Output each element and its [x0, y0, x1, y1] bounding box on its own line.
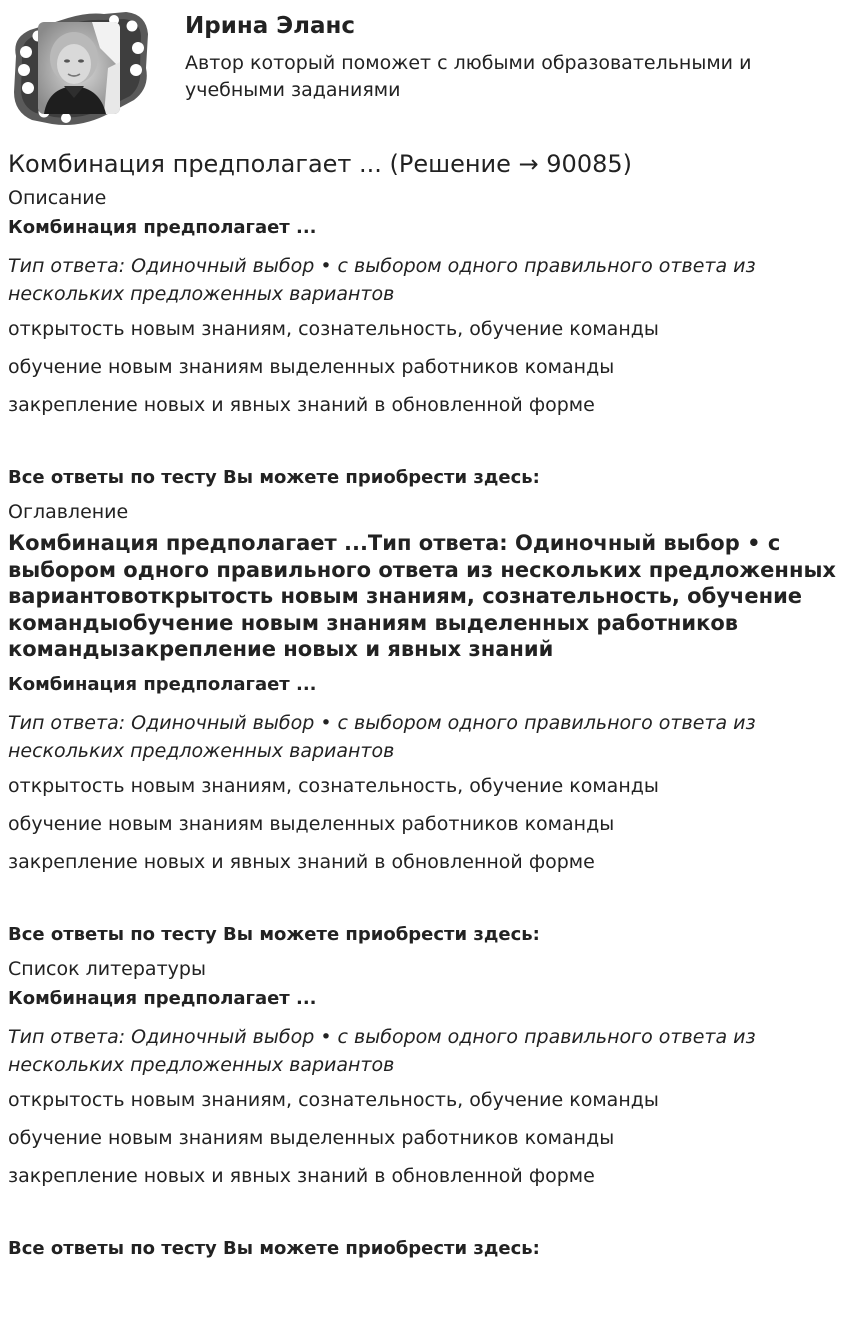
description-section [8, 186, 838, 490]
question-title: Комбинация предполагает ... [8, 673, 317, 695]
answer-option: открытость новым знаниям, сознательность, обучение команды [8, 318, 659, 340]
film-frame-avatar-image [8, 8, 150, 128]
section-label-description: Описание [8, 187, 107, 209]
section-label-literature: Список литературы [8, 957, 206, 980]
answer-option: открытость новым знаниям, сознательность, обучение команды [8, 1088, 659, 1111]
answer-option: обучение новым знаниям выделенных работников команды [8, 812, 615, 835]
literature-section [8, 957, 838, 1261]
answer-type: Тип ответа: Одиночный выбор • с выбором одного правильного ответа из нескольких предложенных вариантов [8, 1025, 756, 1076]
answer-option: обучение новым знаниям выделенных работников команды [8, 356, 615, 378]
question-title: Комбинация предполагает ... [8, 217, 317, 238]
buy-answers-text: Все ответы по тесту Вы можете приобрести здесь: [8, 467, 540, 488]
toc-heading: Комбинация предполагает ...Тип ответа: Одиночный выбор • с выбором одного правильного ответа из нескольких предложенных вариантовоткрытость новым знаниям, сознательность, обучение командыобучение новым знаниям выделенных работников командызакрепление новых и явных знаний [8, 531, 836, 661]
author-name: Ирина Эланс [185, 13, 356, 39]
author-description: Автор который поможет с любыми образовательными и учебными заданиями [185, 52, 752, 101]
answer-option: открытость новым знаниям, сознательность, обучение команды [8, 774, 659, 797]
answer-option: обучение новым знаниям выделенных работников команды [8, 1126, 615, 1149]
main-content [8, 148, 838, 1271]
buy-answers-text: Все ответы по тесту Вы можете приобрести здесь: [8, 923, 540, 945]
answer-option: закрепление новых и явных знаний в обновленной форме [8, 1164, 595, 1187]
page-title: Комбинация предполагает ... (Решение → 90085) [8, 150, 632, 178]
answer-type: Тип ответа: Одиночный выбор • с выбором одного правильного ответа из нескольких предложенных вариантов [8, 255, 756, 305]
question-title: Комбинация предполагает ... [8, 987, 317, 1009]
author-block [8, 8, 838, 128]
buy-answers-text: Все ответы по тесту Вы можете приобрести здесь: [8, 1237, 540, 1259]
answer-option: закрепление новых и явных знаний в обновленной форме [8, 394, 595, 416]
author-avatar [8, 8, 150, 128]
section-label-toc: Оглавление [8, 501, 129, 523]
answer-type: Тип ответа: Одиночный выбор • с выбором одного правильного ответа из нескольких предложенных вариантов [8, 711, 756, 762]
answer-option: закрепление новых и явных знаний в обновленной форме [8, 850, 595, 873]
toc-section [8, 500, 838, 947]
